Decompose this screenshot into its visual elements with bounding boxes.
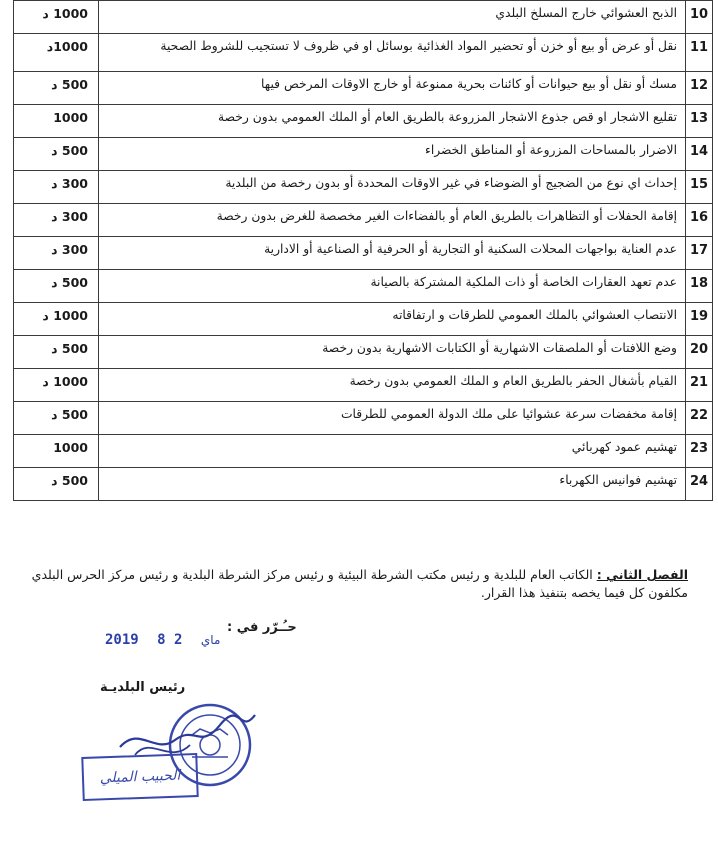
date-stamp-month: ماي: [200, 633, 221, 647]
table-row: [14, 34, 713, 72]
row-number: 24: [686, 468, 713, 501]
offence-description: عدم العناية بواجهات المحلات السكنية أو التجارية أو الحرفية أو الصناعية أو الادارية: [99, 237, 686, 270]
fine-amount: 500 د: [14, 468, 99, 501]
offence-description: القيام بأشغال الحفر بالطريق العام و الملك العمومي بدون رخصة: [99, 369, 686, 402]
fine-amount: 1000: [14, 105, 99, 138]
row-number: 23: [686, 435, 713, 468]
row-number: 19: [686, 303, 713, 336]
fine-amount: 300 د: [14, 171, 99, 204]
row-number: 21: [686, 369, 713, 402]
fine-amount: 300 د: [14, 204, 99, 237]
name-stamp: الحبيب الميلي: [81, 753, 198, 801]
row-number: 20: [686, 336, 713, 369]
offence-description: إقامة الحفلات أو التظاهرات بالطريق العام أو بالفضاءات الغير مخصصة للغرض بدون رخصة: [99, 204, 686, 237]
fine-amount: 1000 د: [14, 303, 99, 336]
fines-table: [13, 0, 713, 501]
table-row: [14, 204, 713, 237]
row-number: 16: [686, 204, 713, 237]
row-number: 15: [686, 171, 713, 204]
offence-description: مسك أو نقل أو بيع حيوانات أو كائنات بحرية ممنوعة أو خارج الاوقات المرخص فيها: [99, 72, 686, 105]
mayor-title: رئيس البلديـة: [100, 680, 186, 695]
row-number: 11: [686, 34, 713, 72]
offence-description: تقليع الاشجار او قص جذوع الاشجار المزروعة بالطريق العام أو الملك العمومي بدون رخصة: [99, 105, 686, 138]
fine-amount: 1000 د: [14, 1, 99, 34]
fine-amount: 500 د: [14, 402, 99, 435]
offence-description: الاضرار بالمساحات المزروعة أو المناطق الخضراء: [99, 138, 686, 171]
offence-description: الانتصاب العشوائي بالملك العمومي للطرقات و ارتفاقاته: [99, 303, 686, 336]
row-number: 10: [686, 1, 713, 34]
table-row: [14, 270, 713, 303]
chapter-label: الفصل الثاني :: [596, 567, 688, 582]
fine-amount: 1000د: [14, 34, 99, 72]
row-number: 18: [686, 270, 713, 303]
table-row: [14, 369, 713, 402]
fine-amount: 300 د: [14, 237, 99, 270]
fine-amount: 500 د: [14, 270, 99, 303]
fine-amount: 1000 د: [14, 369, 99, 402]
offence-description: تهشيم عمود كهربائي: [99, 435, 686, 468]
table-row: [14, 237, 713, 270]
chapter-text: الكاتب العام للبلدية و رئيس مكتب الشرطة البيئية و رئيس مركز الشرطة البلدية و رئيس مركز الحرس البلدي مكلفون كل فيما يخصه بتنفيذ هذا القرار.: [31, 567, 688, 600]
offence-description: إحداث اي نوع من الضجيج أو الضوضاء في غير الاوقات المحددة أو بدون رخصة من البلدية: [99, 171, 686, 204]
fine-amount: 500 د: [14, 336, 99, 369]
row-number: 13: [686, 105, 713, 138]
table-row: [14, 105, 713, 138]
offence-description: نقل أو عرض أو بيع أو خزن أو تحضير المواد الغذائية بوسائل او في ظروف لا تستجيب للشروط الصحية: [99, 34, 686, 72]
row-number: 14: [686, 138, 713, 171]
table-row: [14, 171, 713, 204]
offence-description: عدم تعهد العقارات الخاصة أو ذات الملكية المشتركة بالصيانة: [99, 270, 686, 303]
made-in-label: حـُـرّر في :: [227, 620, 297, 635]
fine-amount: 500 د: [14, 72, 99, 105]
table-row: [14, 1, 713, 34]
table-row: [14, 138, 713, 171]
date-stamp-year: 2019: [105, 632, 139, 648]
table-row: [14, 468, 713, 501]
date-stamp-day: 2 8: [157, 632, 183, 648]
offence-description: تهشيم فوانيس الكهرباء: [99, 468, 686, 501]
offence-description: إقامة مخفضات سرعة عشوائيا على ملك الدولة العمومي للطرقات: [99, 402, 686, 435]
offence-description: الذبح العشوائي خارج المسلخ البلدي: [99, 1, 686, 34]
fine-amount: 1000: [14, 435, 99, 468]
row-number: 17: [686, 237, 713, 270]
fine-amount: 500 د: [14, 138, 99, 171]
table-row: [14, 435, 713, 468]
offence-description: وضع اللافتات أو الملصقات الاشهارية أو الكتابات الاشهارية بدون رخصة: [99, 336, 686, 369]
table-row: [14, 336, 713, 369]
chapter-two-paragraph: [18, 566, 688, 602]
table-row: [14, 402, 713, 435]
table-row: [14, 303, 713, 336]
row-number: 12: [686, 72, 713, 105]
row-number: 22: [686, 402, 713, 435]
table-row: [14, 72, 713, 105]
date-stamp: [105, 632, 230, 648]
